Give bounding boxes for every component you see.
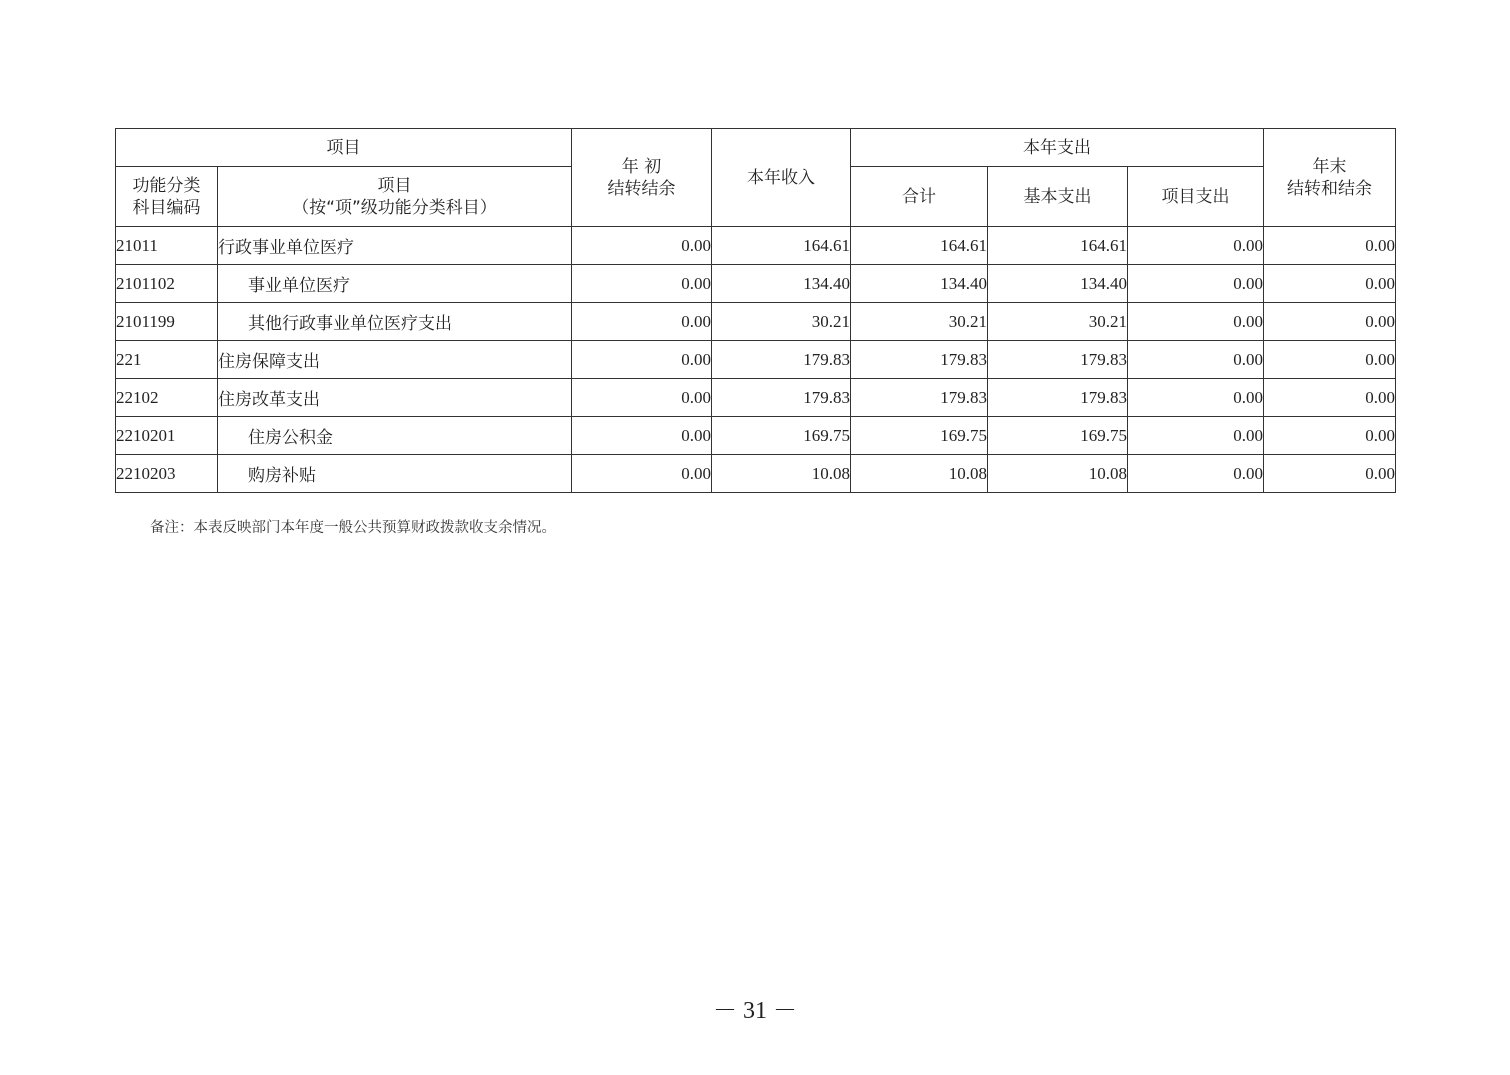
cell-project: 0.00 [1128, 265, 1264, 303]
cell-total: 179.83 [851, 341, 988, 379]
table-note: 备注：本表反映部门本年度一般公共预算财政拨款收支余情况。 [150, 520, 556, 536]
cell-basic: 169.75 [988, 417, 1128, 455]
cell-total: 134.40 [851, 265, 988, 303]
cell-total: 169.75 [851, 417, 988, 455]
cell-basic: 179.83 [988, 341, 1128, 379]
header-row-1 [116, 129, 1396, 167]
cell-end: 0.00 [1264, 303, 1396, 341]
header-end-balance [1264, 129, 1396, 227]
table-row [116, 227, 1396, 265]
header-income: 本年收入 [712, 129, 851, 227]
cell-end: 0.00 [1264, 417, 1396, 455]
table-row [116, 303, 1396, 341]
cell-income: 30.21 [712, 303, 851, 341]
cell-code: 2101199 [116, 303, 218, 341]
table-row [116, 341, 1396, 379]
cell-name: 其他行政事业单位医疗支出 [218, 303, 572, 341]
cell-income: 164.61 [712, 227, 851, 265]
cell-begin: 0.00 [572, 227, 712, 265]
cell-name: 住房保障支出 [218, 341, 572, 379]
cell-end: 0.00 [1264, 455, 1396, 493]
header-begin-balance-line1: 年 初 [621, 156, 662, 177]
header-end-balance-line1: 年末 [1312, 156, 1347, 177]
cell-project: 0.00 [1128, 341, 1264, 379]
header-project: 项目 [116, 129, 572, 167]
cell-project: 0.00 [1128, 227, 1264, 265]
cell-begin: 0.00 [572, 265, 712, 303]
cell-basic: 164.61 [988, 227, 1128, 265]
header-project-expense: 项目支出 [1128, 167, 1264, 227]
cell-total: 179.83 [851, 379, 988, 417]
cell-begin: 0.00 [572, 341, 712, 379]
cell-code: 2210203 [116, 455, 218, 493]
cell-name: 购房补贴 [218, 455, 572, 493]
cell-income: 10.08 [712, 455, 851, 493]
header-item-line2: （按“项”级功能分类科目） [292, 197, 497, 218]
header-basic: 基本支出 [988, 167, 1128, 227]
cell-total: 164.61 [851, 227, 988, 265]
header-expense: 本年支出 [851, 129, 1264, 167]
cell-code: 22102 [116, 379, 218, 417]
cell-end: 0.00 [1264, 265, 1396, 303]
table-row [116, 265, 1396, 303]
cell-basic: 179.83 [988, 379, 1128, 417]
cell-project: 0.00 [1128, 303, 1264, 341]
cell-name: 住房改革支出 [218, 379, 572, 417]
cell-income: 169.75 [712, 417, 851, 455]
cell-income: 179.83 [712, 379, 851, 417]
header-item-line1: 项目 [377, 175, 412, 196]
cell-total: 10.08 [851, 455, 988, 493]
cell-basic: 134.40 [988, 265, 1128, 303]
cell-project: 0.00 [1128, 455, 1264, 493]
cell-code: 2101102 [116, 265, 218, 303]
cell-end: 0.00 [1264, 227, 1396, 265]
cell-end: 0.00 [1264, 341, 1396, 379]
header-end-balance-line2: 结转和结余 [1287, 178, 1372, 199]
header-total: 合计 [851, 167, 988, 227]
cell-begin: 0.00 [572, 455, 712, 493]
header-begin-balance-line2: 结转结余 [607, 178, 676, 199]
header-func-code-text: 功能分类科目编码 [132, 175, 201, 218]
cell-name: 事业单位医疗 [218, 265, 572, 303]
cell-basic: 10.08 [988, 455, 1128, 493]
budget-table [115, 128, 1396, 493]
cell-name: 行政事业单位医疗 [218, 227, 572, 265]
cell-begin: 0.00 [572, 303, 712, 341]
cell-code: 221 [116, 341, 218, 379]
cell-name: 住房公积金 [218, 417, 572, 455]
cell-end: 0.00 [1264, 379, 1396, 417]
cell-income: 134.40 [712, 265, 851, 303]
page-number: － 31 － [713, 998, 797, 1024]
cell-basic: 30.21 [988, 303, 1128, 341]
header-begin-balance [572, 129, 712, 227]
cell-code: 21011 [116, 227, 218, 265]
table-row [116, 417, 1396, 455]
cell-total: 30.21 [851, 303, 988, 341]
cell-code: 2210201 [116, 417, 218, 455]
header-func-code [116, 167, 218, 227]
table-row [116, 455, 1396, 493]
cell-begin: 0.00 [572, 417, 712, 455]
table-row [116, 379, 1396, 417]
cell-project: 0.00 [1128, 417, 1264, 455]
cell-project: 0.00 [1128, 379, 1264, 417]
cell-begin: 0.00 [572, 379, 712, 417]
cell-income: 179.83 [712, 341, 851, 379]
header-item [218, 167, 572, 227]
